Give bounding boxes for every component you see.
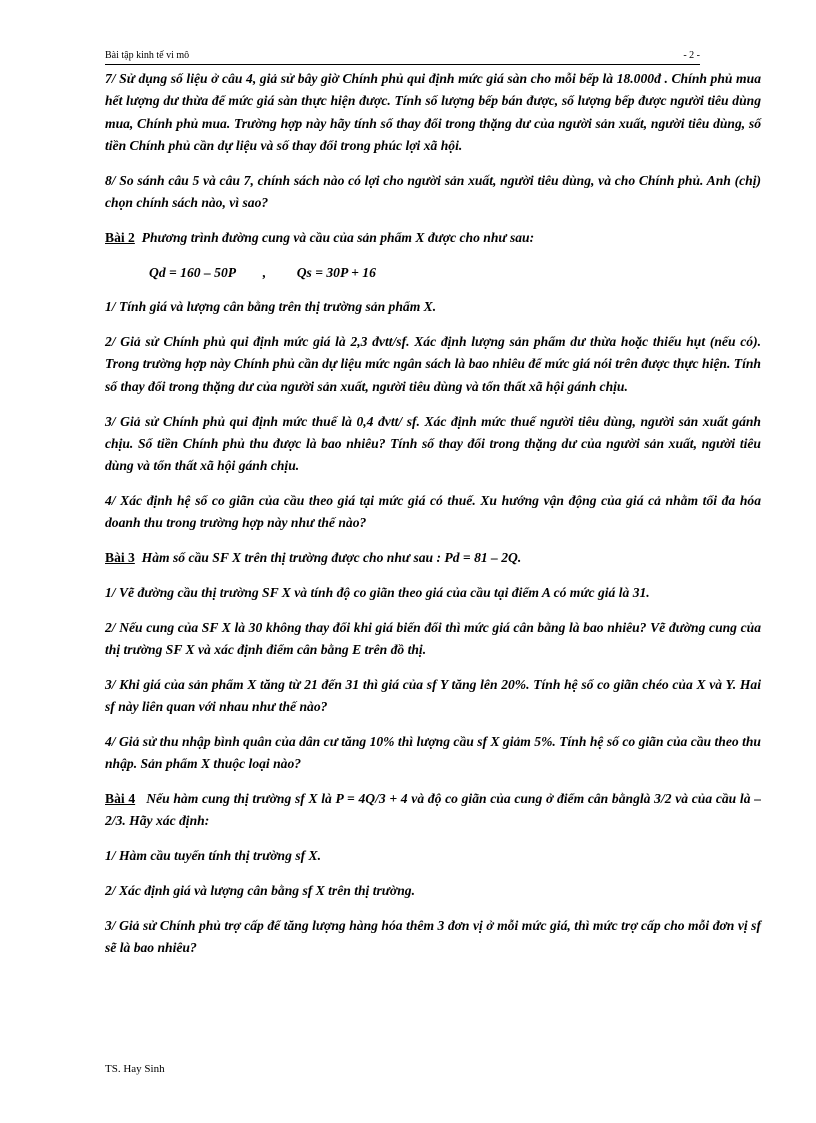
bai-2-equation: Qd = 160 – 50P , Qs = 30P + 16 <box>149 264 376 280</box>
bai-2-heading <box>105 227 761 249</box>
page-footer: TS. Hay Sinh <box>105 1063 165 1075</box>
page-number: - 2 - <box>683 50 700 61</box>
bai-2-question-2: 2/ Giả sử Chính phủ qui định mức giá là 2,3 đvtt/sf. Xác định lượng sản phẩm dư thừa hoặc thiếu hụt (nếu có). Trong trường hợp này Chính phủ cần dự liệu mức ngân sách là bao nhiêu để mức giá nói trên được thực hiện. Tính số thay đổi trong thặng dư của người sản xuất, người tiêu dùng và tổn thất xã hội gánh chịu. <box>105 334 761 394</box>
bai-2-label: Bài 2 <box>105 229 135 245</box>
bai-3-heading <box>105 547 761 569</box>
bai-2-question-4: 4/ Xác định hệ số co giãn của cầu theo giá tại mức giá có thuế. Xu hướng vận động của giá cả nhằm tối đa hóa doanh thu trong trường hợp này như thế nào? <box>105 492 761 531</box>
bai-3-label: Bài 3 <box>105 550 135 566</box>
bai-4-question-3: 3/ Giả sử Chính phủ trợ cấp để tăng lượng hàng hóa thêm 3 đơn vị ở mỗi mức giá, thì mức trợ cấp cho mỗi đơn vị sf sẽ là bao nhiêu? <box>105 917 761 955</box>
question-8: 8/ So sánh câu 5 và câu 7, chính sách nào có lợi cho người sản xuất, người tiêu dùng, và cho Chính phủ. Anh (chị) chọn chính sách nào, vì sao? <box>105 172 761 210</box>
bai-3-question-4: 4/ Giả sử thu nhập bình quân của dân cư tăng 10% thì lượng cầu sf X giảm 5%. Tính hệ số co giãn của cầu theo thu nhập. Sản phẩm X thuộc loại nào? <box>105 733 761 772</box>
bai-3-question-2: 2/ Nếu cung của SF X là 30 không thay đổi khi giá biến đổi thì mức giá cân bằng là bao nhiêu? Vẽ đường cung của thị trường SF X và xác định điểm cân bằng E trên đồ thị. <box>105 619 761 657</box>
bai-2-question-1: 1/ Tính giá và lượng cân bằng trên thị trường sản phẩm X. <box>105 299 437 315</box>
bai-3-question-1: 1/ Vẽ đường cầu thị trường SF X và tính độ co giãn theo giá của cầu tại điểm A có mức giá là 31. <box>105 584 650 600</box>
document-body <box>105 68 761 972</box>
header-title: Bài tập kinh tế vi mô <box>105 50 190 61</box>
bai-4-intro: Nếu hàm cung thị trường sf X là P = 4Q/3 + 4 và độ co giãn của cung ở điểm cân bằnglà 3/2 và của cầu là –2/3. Hãy xác định: <box>105 790 761 829</box>
bai-3-question-3: 3/ Khi giá của sản phẩm X tăng từ 21 đến 31 thì giá của sf Y tăng lên 20%. Tính hệ số co giãn chéo của X và Y. Hai sf này liên quan với nhau như thế nào? <box>105 676 761 715</box>
bai-4-question-2: 2/ Xác định giá và lượng cân bằng sf X trên thị trường. <box>105 882 415 898</box>
page-header <box>105 50 700 65</box>
bai-4-question-1: 1/ Hàm cầu tuyến tính thị trường sf X. <box>105 848 321 864</box>
bai-2-question-3: 3/ Giả sử Chính phủ qui định mức thuế là 0,4 đvtt/ sf. Xác định mức thuế người tiêu dùng, người sản xuất gánh chịu. Số tiền Chính phủ thu được là bao nhiêu? Tính số thay đổi trong thặng dư của người sản xuất, người tiêu dùng và tổn thất xã hội gánh chịu. <box>105 413 761 474</box>
bai-3-intro: Hàm số cầu SF X trên thị trường được cho như sau : Pd = 81 – 2Q. <box>141 550 522 566</box>
question-7: 7/ Sử dụng số liệu ở câu 4, giả sử bây giờ Chính phủ qui định mức giá sàn cho mỗi bếp là 18.000đ . Chính phủ mua hết lượng dư thừa để mức giá sàn thực hiện được. Tính số lượng bếp bán được, số lượng bếp được người tiêu dùng mua, Chính phủ mua. Trường hợp này hãy tính số thay đổi trong thặng dư của người sản xuất, người tiêu dùng, số tiền Chính phủ cần dự liệu và số thay đổi trong phúc lợi xã hội. <box>105 71 761 153</box>
bai-2-intro: Phương trình đường cung và cầu của sản phẩm X được cho như sau: <box>141 229 535 245</box>
bai-4-heading <box>105 788 761 833</box>
bai-4-label: Bài 4 <box>105 790 136 806</box>
